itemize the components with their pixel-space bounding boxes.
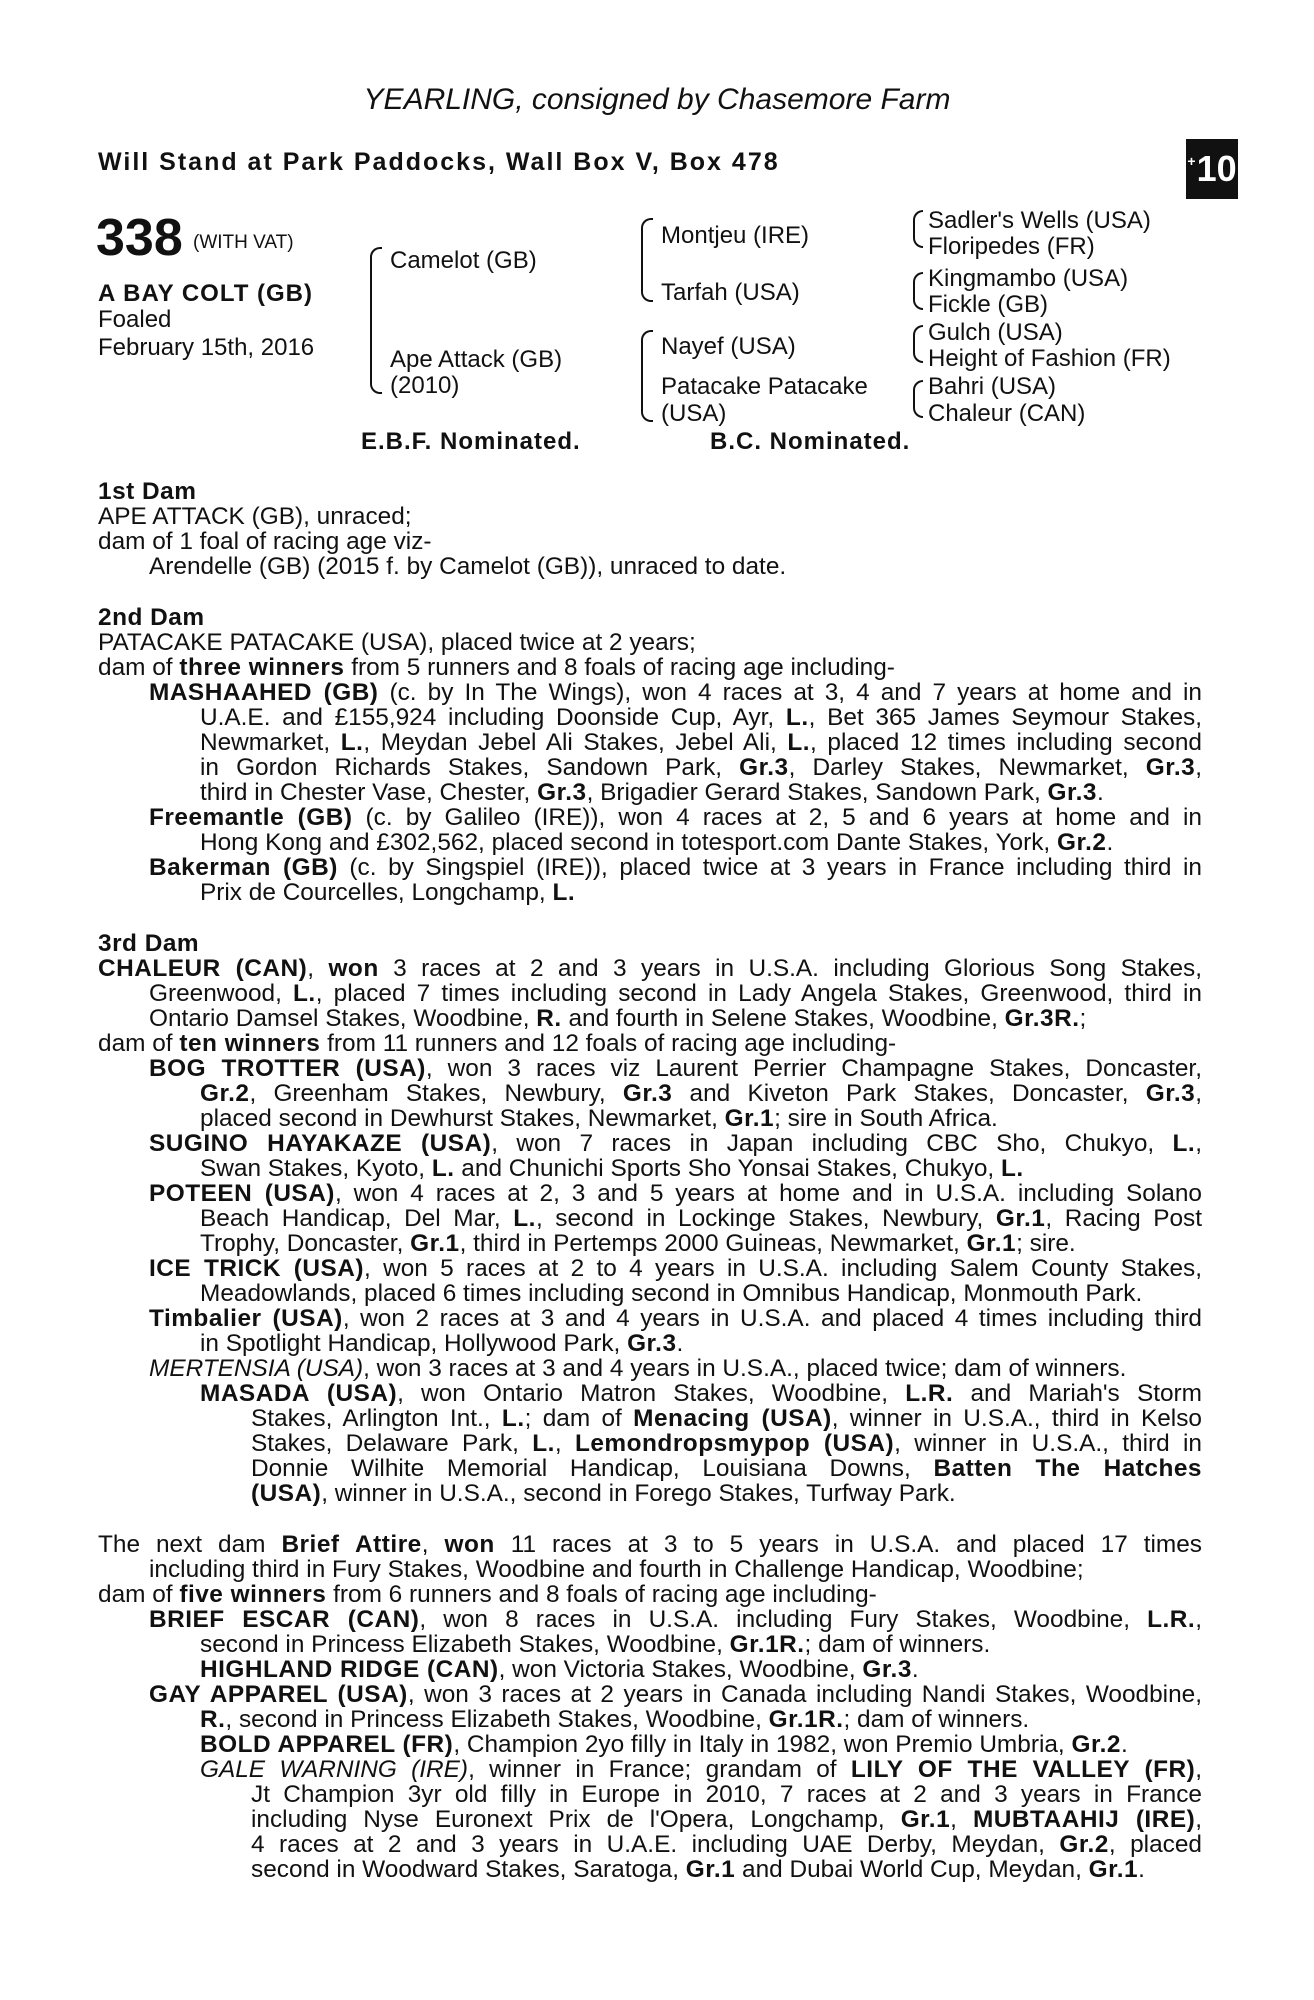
- progeny-line: Jt Champion 3yr old filly in Europe in 2010, 7 races at 2 and 3 years in France: [251, 1781, 1202, 1808]
- text-span: Gr.1: [995, 1205, 1046, 1232]
- progeny-line: [149, 1306, 1202, 1331]
- text-span: dam of: [98, 1581, 180, 1608]
- progeny-line: [251, 1832, 1202, 1857]
- text-span: Prix de Courcelles, Longchamp,: [200, 879, 553, 906]
- text-span: .: [1106, 829, 1114, 856]
- text-span: from 5 runners and 8 foals of racing age including-: [344, 654, 895, 681]
- text-span: POTEEN (USA): [149, 1180, 335, 1207]
- next-dam-line: [98, 1532, 1202, 1557]
- gg-1: Sadler's Wells (USA): [928, 207, 1151, 234]
- progeny-line: [149, 1056, 1202, 1081]
- pedigree-brace: [913, 325, 923, 363]
- text-span: The next dam: [98, 1531, 282, 1558]
- text-span: L.: [552, 879, 576, 906]
- progeny-line: [251, 1456, 1202, 1481]
- text-span: won: [328, 955, 379, 982]
- text-span: Gr.3: [1145, 754, 1196, 781]
- text-span: five winners: [179, 1581, 327, 1608]
- text-span: Gr.3: [1145, 1080, 1196, 1107]
- pedigree-brace: [641, 330, 653, 422]
- text-span: third in Chester Vase, Chester,: [200, 779, 538, 806]
- text-span: and fourth in Selene Stakes, Woodbine,: [561, 1005, 1005, 1032]
- progeny-line: [251, 1406, 1202, 1431]
- progeny-line: [200, 1206, 1202, 1231]
- gg-8: Chaleur (CAN): [928, 400, 1086, 427]
- text-span: Gr.1: [410, 1230, 460, 1257]
- text-span: Gr.3: [1047, 779, 1097, 806]
- text-span: ; sire.: [1016, 1230, 1076, 1257]
- pedigree-brace: [370, 247, 382, 394]
- text-span: ten winners: [179, 1030, 321, 1057]
- text-span: , won 5 races at 2 to 4 years in U.S.A. including Salem County Stakes,: [364, 1255, 1202, 1282]
- progeny-line: [200, 1657, 919, 1682]
- text-span: Menacing (USA): [633, 1405, 832, 1432]
- progeny-line: [200, 880, 575, 905]
- text-span: second in Princess Elizabeth Stakes, Woodbine,: [200, 1631, 730, 1658]
- progeny-line: [251, 1807, 1202, 1832]
- text-span: ,: [1195, 1080, 1202, 1107]
- progeny-line: [200, 730, 1202, 755]
- text-span: Gr.1R.: [729, 1631, 805, 1658]
- text-span: , second in Princess Elizabeth Stakes, Woodbine,: [225, 1706, 769, 1733]
- text-span: Gr.1: [685, 1856, 736, 1883]
- text-span: Stakes, Arlington Int.,: [251, 1405, 502, 1432]
- next-dam-line: including third in Fury Stakes, Woodbine and fourth in Challenge Handicap, Woodbine;: [149, 1556, 1084, 1583]
- text-span: Freemantle (GB): [149, 804, 353, 831]
- text-span: BOLD APPAREL (FR): [200, 1731, 454, 1758]
- text-span: , Bet 365 James Seymour Stakes,: [808, 704, 1202, 731]
- text-span: , winner in U.S.A., second in Forego Stakes, Turfway Park.: [321, 1480, 956, 1507]
- text-span: MERTENSIA (USA): [149, 1355, 364, 1382]
- text-span: second in Woodward Stakes, Saratoga,: [251, 1856, 686, 1883]
- text-span: ; dam of winners.: [843, 1706, 1030, 1733]
- text-span: , Champion 2yo filly in Italy in 1982, won Premio Umbria,: [453, 1731, 1072, 1758]
- pedigree-brace: [913, 210, 923, 248]
- stand-location: Will Stand at Park Paddocks, Wall Box V, Box 478: [98, 148, 780, 176]
- third-dam-line: [149, 1006, 1086, 1031]
- text-span: Gr.2: [200, 1080, 250, 1107]
- first-dam-line: Arendelle (GB) (2015 f. by Camelot (GB)), unraced to date.: [149, 553, 787, 580]
- gg-3: Kingmambo (USA): [928, 265, 1129, 292]
- badge-sup: +: [1187, 153, 1196, 169]
- text-span: Trophy, Doncaster,: [200, 1230, 411, 1257]
- text-span: ,: [1195, 1756, 1202, 1783]
- pedigree-brace: [641, 218, 653, 302]
- text-span: L.: [787, 729, 811, 756]
- text-span: Greenwood,: [149, 980, 294, 1007]
- dam-dam-country: (USA): [661, 400, 727, 427]
- text-span: Timbalier (USA): [149, 1305, 343, 1332]
- gg-2: Floripedes (FR): [928, 233, 1095, 260]
- text-span: .: [1138, 1856, 1145, 1883]
- progeny-line: [149, 1131, 1202, 1156]
- text-span: from 11 runners and 12 foals of racing age including-: [320, 1030, 897, 1057]
- text-span: , won 3 races at 2 years in Canada including Nandi Stakes, Woodbine,: [407, 1681, 1203, 1708]
- foaled-label: Foaled: [98, 306, 172, 333]
- text-span: , winner in U.S.A., third in: [894, 1430, 1202, 1457]
- text-span: .: [1120, 1731, 1128, 1758]
- progeny-line: [149, 1256, 1202, 1281]
- text-span: ; dam of winners.: [804, 1631, 991, 1658]
- text-span: , won 3 races at 3 and 4 years in U.S.A., placed twice; dam of winners.: [363, 1355, 1127, 1382]
- text-span: L.R.: [1147, 1606, 1196, 1633]
- gg-4: Fickle (GB): [928, 291, 1048, 318]
- text-span: , won 7 races in Japan including CBC Sho, Chukyo,: [491, 1130, 1173, 1157]
- text-span: Donnie Wilhite Memorial Handicap, Louisiana Downs,: [251, 1455, 934, 1482]
- gg-5: Gulch (USA): [928, 319, 1063, 346]
- text-span: Lemondropsmypop (USA): [574, 1430, 895, 1457]
- text-span: Ontario Damsel Stakes, Woodbine,: [149, 1005, 537, 1032]
- text-span: ;: [1079, 1005, 1087, 1032]
- progeny-line: [200, 705, 1202, 730]
- text-span: L.: [785, 704, 809, 731]
- text-span: Gr.1: [724, 1105, 775, 1132]
- lot-badge: [1186, 139, 1238, 199]
- text-span: CHALEUR (CAN): [98, 955, 308, 982]
- third-dam-line: [149, 981, 1202, 1006]
- text-span: L.: [431, 1155, 455, 1182]
- progeny-line: [149, 855, 1202, 880]
- text-span: , won Victoria Stakes, Woodbine,: [498, 1656, 863, 1683]
- text-span: and Kiveton Park Stakes, Doncaster,: [672, 1080, 1146, 1107]
- text-span: .: [1096, 779, 1104, 806]
- text-span: , placed 7 times including second in Lady Angela Stakes, Greenwood, third in: [315, 980, 1203, 1007]
- text-span: , second in Lockinge Stakes, Newbury,: [535, 1205, 996, 1232]
- text-span: MASHAAHED (GB): [149, 679, 379, 706]
- text-span: Newmarket,: [200, 729, 341, 756]
- text-span: ,: [1195, 1606, 1202, 1633]
- text-span: L.: [1172, 1130, 1196, 1157]
- text-span: (c. by Singspiel (IRE)), placed twice at 3 years in France including third in: [337, 854, 1203, 881]
- text-span: BRIEF ESCAR (CAN): [149, 1606, 420, 1633]
- progeny-line: [200, 1757, 1202, 1782]
- progeny-line: [251, 1481, 956, 1506]
- first-dam-line: APE ATTACK (GB), unraced;: [98, 503, 412, 530]
- sire-dam: Tarfah (USA): [661, 279, 800, 306]
- text-span: Gr.3: [739, 754, 789, 781]
- text-span: ICE TRICK (USA): [149, 1255, 365, 1282]
- text-span: , Meydan Jebel Ali Stakes, Jebel Ali,: [363, 729, 788, 756]
- text-span: dam of: [98, 1030, 180, 1057]
- progeny-line: [200, 1231, 1076, 1256]
- lot-number: 338: [96, 209, 183, 267]
- text-span: L.: [513, 1205, 536, 1232]
- text-span: Gr.3: [627, 1330, 677, 1357]
- text-span: Gr.1: [1088, 1856, 1139, 1883]
- text-span: Batten The Hatches: [933, 1455, 1202, 1482]
- sire-sire: Montjeu (IRE): [661, 222, 810, 249]
- second-dam-line: [98, 655, 895, 680]
- second-dam-line: PATACAKE PATACAKE (USA), placed twice at 2 years;: [98, 629, 696, 656]
- text-span: and Mariah's Storm: [953, 1380, 1203, 1407]
- text-span: Swan Stakes, Kyoto,: [200, 1155, 432, 1182]
- text-span: , placed: [1108, 1831, 1202, 1858]
- text-span: GAY APPAREL (USA): [149, 1681, 408, 1708]
- text-span: , won 3 races viz Laurent Perrier Champagne Stakes, Doncaster,: [425, 1055, 1202, 1082]
- page-title: YEARLING, consigned by Chasemore Farm: [363, 83, 951, 116]
- text-span: Gr.3R.: [1004, 1005, 1080, 1032]
- text-span: Bakerman (GB): [149, 854, 338, 881]
- text-span: MUBTAAHIJ (IRE): [972, 1806, 1196, 1833]
- next-dam-line: [98, 1582, 877, 1607]
- progeny-line: [200, 1632, 990, 1657]
- progeny-line: [200, 755, 1202, 780]
- progeny-line: [149, 680, 1202, 705]
- progeny-line: [200, 1331, 683, 1356]
- progeny-line: [200, 780, 1104, 805]
- text-span: U.A.E. and £155,924 including Doonside Cup, Ayr,: [200, 704, 786, 731]
- text-span: dam of: [98, 654, 180, 681]
- text-span: and Dubai World Cup, Meydan,: [735, 1856, 1089, 1883]
- text-span: Gr.2: [1059, 1831, 1109, 1858]
- dam-sire: Nayef (USA): [661, 333, 796, 360]
- text-span: R.: [536, 1005, 562, 1032]
- text-span: (USA): [251, 1480, 322, 1507]
- progeny-line: [200, 830, 1113, 855]
- text-span: , won Ontario Matron Stakes, Woodbine,: [397, 1380, 906, 1407]
- progeny-line: [200, 1106, 998, 1131]
- progeny-line: [200, 1381, 1202, 1406]
- lot-description: A BAY COLT (GB): [98, 280, 314, 307]
- text-span: Gr.3: [862, 1656, 912, 1683]
- text-span: ,: [421, 1531, 445, 1558]
- text-span: L.: [1000, 1155, 1024, 1182]
- text-span: Gr.3: [537, 779, 587, 806]
- text-span: (c. by In The Wings), won 4 races at 3, 4 and 7 years at home and in: [378, 679, 1202, 706]
- text-span: HIGHLAND RIDGE (CAN): [200, 1656, 499, 1683]
- third-dam-heading: 3rd Dam: [98, 930, 200, 957]
- text-span: three winners: [179, 654, 345, 681]
- badge-number: 10: [1196, 148, 1237, 189]
- text-span: , third in Pertemps 2000 Guineas, Newmarket,: [459, 1230, 967, 1257]
- third-dam-line: [98, 956, 1202, 981]
- progeny-line: [200, 1707, 1029, 1732]
- text-span: L.: [501, 1405, 525, 1432]
- text-span: ,: [950, 1806, 973, 1833]
- progeny-line: [149, 1181, 1202, 1206]
- text-span: L.: [293, 980, 316, 1007]
- text-span: ; dam of: [524, 1405, 634, 1432]
- foaled-date: February 15th, 2016: [98, 334, 315, 361]
- text-span: , winner in U.S.A., third in Kelso: [831, 1405, 1202, 1432]
- text-span: 4 races at 2 and 3 years in U.A.E. including UAE Derby, Meydan,: [251, 1831, 1060, 1858]
- text-span: L.: [340, 729, 364, 756]
- text-span: , placed 12 times including second: [810, 729, 1202, 756]
- text-span: from 6 runners and 8 foals of racing age including-: [326, 1581, 877, 1608]
- text-span: , won 4 races at 2, 3 and 5 years at home and in U.S.A. including Solano: [334, 1180, 1202, 1207]
- gg-7: Bahri (USA): [928, 373, 1057, 400]
- text-span: .: [676, 1330, 684, 1357]
- text-span: Gr.3: [622, 1080, 673, 1107]
- text-span: , winner in France; grandam of: [468, 1756, 851, 1783]
- text-span: placed second in Dewhurst Stakes, Newmarket,: [200, 1105, 725, 1132]
- text-span: Gr.2: [1056, 829, 1107, 856]
- text-span: in Spotlight Handicap, Hollywood Park,: [200, 1330, 628, 1357]
- bc-nominated: B.C. Nominated.: [710, 428, 911, 455]
- dam-year: (2010): [390, 372, 460, 399]
- gg-6: Height of Fashion (FR): [928, 345, 1171, 372]
- vat-note: (WITH VAT): [193, 232, 294, 253]
- progeny-line: [149, 1607, 1202, 1632]
- text-span: , Racing Post: [1045, 1205, 1202, 1232]
- text-span: ,: [1195, 1130, 1202, 1157]
- first-dam-line: dam of 1 foal of racing age viz-: [98, 528, 432, 555]
- text-span: SUGINO HAYAKAZE (USA): [149, 1130, 492, 1157]
- text-span: 11 races at 3 to 5 years in U.S.A. and placed 17 times: [494, 1531, 1202, 1558]
- progeny-line: Meadowlands, placed 6 times including second in Omnibus Handicap, Monmouth Park.: [200, 1280, 1143, 1307]
- text-span: ; sire in South Africa.: [774, 1105, 998, 1132]
- text-span: , Greenham Stakes, Newbury,: [249, 1080, 623, 1107]
- text-span: in Gordon Richards Stakes, Sandown Park,: [200, 754, 740, 781]
- text-span: Gr.2: [1071, 1731, 1121, 1758]
- progeny-line: [200, 1156, 1024, 1181]
- text-span: .: [911, 1656, 919, 1683]
- pedigree-brace: [913, 380, 923, 418]
- text-span: BOG TROTTER (USA): [149, 1055, 426, 1082]
- second-dam-heading: 2nd Dam: [98, 604, 205, 631]
- progeny-line: [149, 1682, 1202, 1707]
- sire: Camelot (GB): [390, 247, 537, 274]
- text-span: R.: [200, 1706, 226, 1733]
- text-span: , Brigadier Gerard Stakes, Sandown Park,: [586, 779, 1048, 806]
- progeny-line: [251, 1857, 1145, 1882]
- progeny-line: [149, 805, 1202, 830]
- text-span: MASADA (USA): [200, 1380, 398, 1407]
- text-span: LILY OF THE VALLEY (FR): [850, 1756, 1196, 1783]
- text-span: L.R.: [905, 1380, 954, 1407]
- text-span: GALE WARNING (IRE): [200, 1756, 469, 1783]
- text-span: Beach Handicap, Del Mar,: [200, 1205, 514, 1232]
- text-span: and Chunichi Sports Sho Yonsai Stakes, Chukyo,: [454, 1155, 1001, 1182]
- text-span: Gr.1: [900, 1806, 951, 1833]
- pedigree-brace: [913, 272, 923, 310]
- text-span: 3 races at 2 and 3 years in U.S.A. including Glorious Song Stakes,: [378, 955, 1202, 982]
- dam-dam: Patacake Patacake: [661, 373, 868, 400]
- text-span: including Nyse Euronext Prix de l'Opera, Longchamp,: [251, 1806, 901, 1833]
- text-span: Gr.1R.: [768, 1706, 844, 1733]
- text-span: ,: [1195, 1806, 1202, 1833]
- third-dam-line: [98, 1031, 896, 1056]
- progeny-line: [200, 1732, 1128, 1757]
- text-span: , won 2 races at 3 and 4 years in U.S.A. and placed 4 times including third: [342, 1305, 1203, 1332]
- dam: Ape Attack (GB): [390, 346, 563, 373]
- text-span: Stakes, Delaware Park,: [251, 1430, 533, 1457]
- text-span: (c. by Galileo (IRE)), won 4 races at 2, 5 and 6 years at home and in: [352, 804, 1202, 831]
- progeny-line: [149, 1356, 1126, 1381]
- first-dam-heading: 1st Dam: [98, 478, 197, 505]
- text-span: , won 8 races in U.S.A. including Fury Stakes, Woodbine,: [419, 1606, 1148, 1633]
- progeny-line: [251, 1431, 1202, 1456]
- text-span: ,: [554, 1430, 575, 1457]
- text-span: Gr.1: [966, 1230, 1017, 1257]
- progeny-line: [200, 1081, 1202, 1106]
- text-span: ,: [307, 955, 329, 982]
- text-span: Hong Kong and £302,562, placed second in totesport.com Dante Stakes, York,: [200, 829, 1057, 856]
- text-span: Brief Attire: [281, 1531, 422, 1558]
- ebf-nominated: E.B.F. Nominated.: [361, 428, 581, 455]
- text-span: ,: [1195, 754, 1202, 781]
- text-span: , Darley Stakes, Newmarket,: [788, 754, 1146, 781]
- text-span: L.: [532, 1430, 555, 1457]
- text-span: won: [444, 1531, 495, 1558]
